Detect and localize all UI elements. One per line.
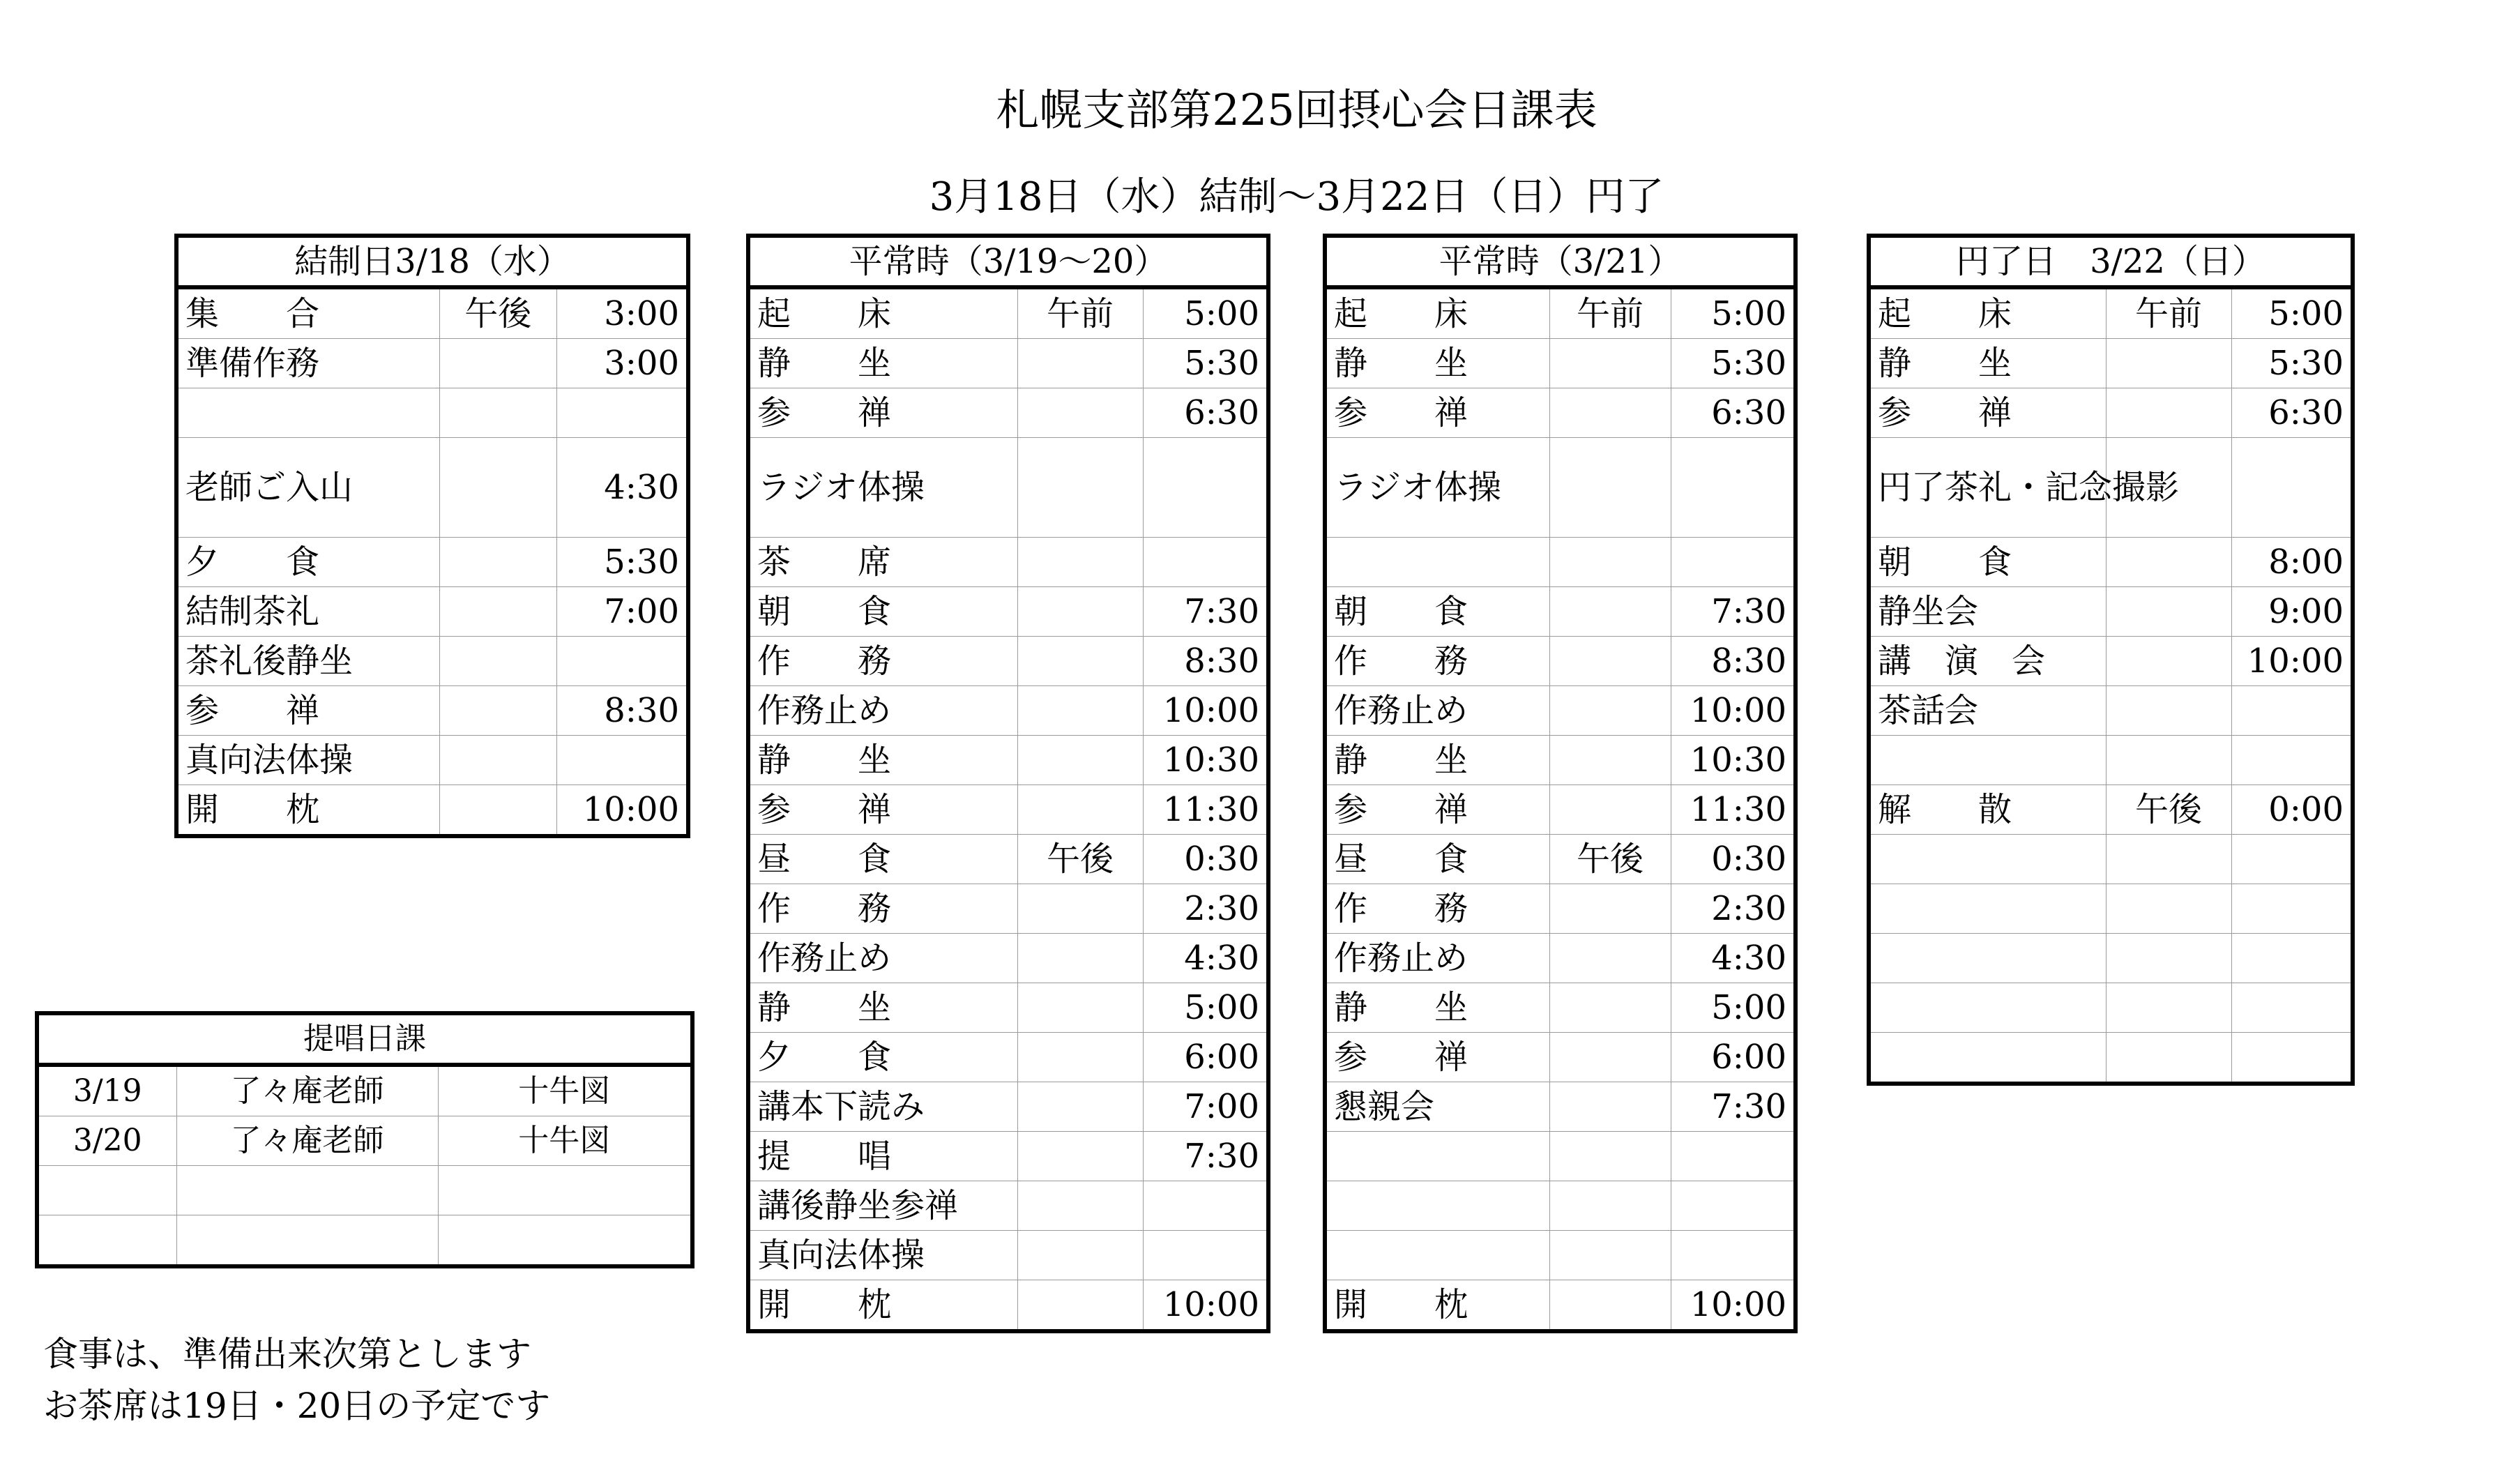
- normal-day-1-header: 平常時（3/19～20）: [748, 236, 1268, 287]
- table-row: [176, 637, 688, 686]
- table-row: [1869, 934, 2353, 983]
- time-cell: 6:30: [1671, 388, 1796, 438]
- normal-day-2-header: 平常時（3/21）: [1325, 236, 1796, 287]
- time-cell: 7:30: [1143, 1132, 1268, 1181]
- table-row: [176, 686, 688, 736]
- ampm-cell: 午前: [1549, 287, 1671, 339]
- event-cell: 昼 食: [748, 835, 1017, 884]
- ampm-cell: [1017, 983, 1143, 1033]
- table-row: [176, 785, 688, 837]
- event-cell: 静 坐: [748, 983, 1017, 1033]
- event-cell: 円了茶礼・記念撮影: [1869, 438, 2106, 538]
- normal-day-1-body: [748, 287, 1268, 1331]
- event-cell: ラジオ体操: [1325, 438, 1549, 538]
- time-cell: 7:30: [1671, 587, 1796, 637]
- ampm-cell: [439, 339, 556, 388]
- ampm-cell: [1017, 736, 1143, 785]
- table-row: [176, 587, 688, 637]
- teacher-cell: [176, 1215, 438, 1267]
- table-row: [176, 339, 688, 388]
- time-cell: 0:30: [1671, 835, 1796, 884]
- time-cell: 5:00: [1143, 983, 1268, 1033]
- teacher-cell: [176, 1166, 438, 1215]
- ampm-cell: [439, 587, 556, 637]
- ampm-cell: [1549, 785, 1671, 835]
- table-row: [1869, 1033, 2353, 1084]
- time-cell: 0:00: [2231, 785, 2353, 835]
- time-cell: [2231, 983, 2353, 1033]
- event-cell: 静 坐: [748, 339, 1017, 388]
- normal-day-1-table: [746, 234, 1270, 1333]
- event-cell: 静 坐: [1325, 736, 1549, 785]
- ampm-cell: [1549, 438, 1671, 538]
- time-cell: 3:00: [556, 339, 688, 388]
- event-cell: 参 禅: [1869, 388, 2106, 438]
- time-cell: 5:00: [1143, 287, 1268, 339]
- table-row: [1325, 1033, 1796, 1082]
- ampm-cell: [1549, 934, 1671, 983]
- time-cell: [1671, 438, 1796, 538]
- time-cell: [1671, 538, 1796, 587]
- event-cell: 参 禅: [748, 388, 1017, 438]
- time-cell: 6:30: [2231, 388, 2353, 438]
- time-cell: 5:30: [2231, 339, 2353, 388]
- time-cell: [556, 736, 688, 785]
- time-cell: 6:00: [1143, 1033, 1268, 1082]
- time-cell: 10:00: [1143, 1280, 1268, 1332]
- event-cell: [1325, 1181, 1549, 1231]
- table-row: [748, 1082, 1268, 1132]
- table-row: [1869, 538, 2353, 587]
- event-cell: 朝 食: [748, 587, 1017, 637]
- event-cell: 昼 食: [1325, 835, 1549, 884]
- event-cell: 開 枕: [1325, 1280, 1549, 1332]
- time-cell: 5:30: [1143, 339, 1268, 388]
- event-cell: 作務止め: [748, 686, 1017, 736]
- ampm-cell: [1549, 1132, 1671, 1181]
- event-cell: [1869, 983, 2106, 1033]
- normal-day-2-body: [1325, 287, 1796, 1331]
- time-cell: 5:00: [1671, 287, 1796, 339]
- event-cell: 作 務: [748, 884, 1017, 934]
- table-row: [748, 686, 1268, 736]
- table-row: [1325, 587, 1796, 637]
- event-cell: 朝 食: [1869, 538, 2106, 587]
- date-cell: [37, 1215, 176, 1267]
- event-cell: 解 散: [1869, 785, 2106, 835]
- event-cell: 茶礼後静坐: [176, 637, 439, 686]
- teisho-table: [35, 1011, 694, 1268]
- table-row: [1325, 1231, 1796, 1280]
- table-row: [1869, 835, 2353, 884]
- ampm-cell: [439, 637, 556, 686]
- text-cell: [438, 1215, 692, 1267]
- ampm-cell: [2106, 884, 2231, 934]
- event-cell: [1869, 884, 2106, 934]
- time-cell: 10:00: [1143, 686, 1268, 736]
- closing-day-header: 円了日 3/22（日）: [1869, 236, 2353, 287]
- table-row: [748, 538, 1268, 587]
- ampm-cell: [439, 388, 556, 438]
- ampm-cell: [1017, 637, 1143, 686]
- table-row: [748, 983, 1268, 1033]
- time-cell: 5:30: [556, 538, 688, 587]
- event-cell: 集 合: [176, 287, 439, 339]
- event-cell: 老師ご入山: [176, 438, 439, 538]
- event-cell: [1869, 835, 2106, 884]
- table-row: [748, 785, 1268, 835]
- time-cell: 8:30: [1143, 637, 1268, 686]
- date-cell: 3/19: [37, 1065, 176, 1116]
- event-cell: 起 床: [1869, 287, 2106, 339]
- table-row: [748, 438, 1268, 538]
- event-cell: 作務止め: [1325, 686, 1549, 736]
- event-cell: 作 務: [748, 637, 1017, 686]
- table-row: [1869, 388, 2353, 438]
- table-row: [1325, 686, 1796, 736]
- ampm-cell: [2106, 983, 2231, 1033]
- event-cell: [1325, 538, 1549, 587]
- ampm-cell: [2106, 835, 2231, 884]
- ampm-cell: [2106, 637, 2231, 686]
- time-cell: [2231, 736, 2353, 785]
- table-row: [1869, 686, 2353, 736]
- table-row: [748, 736, 1268, 785]
- table-row: [1869, 785, 2353, 835]
- event-cell: 作務止め: [748, 934, 1017, 983]
- text-cell: [438, 1166, 692, 1215]
- ampm-cell: 午前: [2106, 287, 2231, 339]
- teisho-body: [37, 1065, 692, 1266]
- event-cell: 静 坐: [1869, 339, 2106, 388]
- event-cell: 静 坐: [1325, 339, 1549, 388]
- ampm-cell: [1549, 587, 1671, 637]
- table-row: [1325, 538, 1796, 587]
- time-cell: 2:30: [1671, 884, 1796, 934]
- table-row: [748, 1033, 1268, 1082]
- event-cell: 講本下読み: [748, 1082, 1017, 1132]
- table-row: [1325, 1280, 1796, 1332]
- table-row: [37, 1116, 692, 1166]
- teacher-cell: 了々庵老師: [176, 1116, 438, 1166]
- time-cell: [556, 388, 688, 438]
- opening-day-header: 結制日3/18（水）: [176, 236, 688, 287]
- event-cell: 作務止め: [1325, 934, 1549, 983]
- date-cell: [37, 1166, 176, 1215]
- table-row: [1325, 339, 1796, 388]
- page-subtitle: 3月18日（水）結制～3月22日（日）円了: [929, 174, 1664, 220]
- ampm-cell: [439, 785, 556, 837]
- event-cell: 結制茶礼: [176, 587, 439, 637]
- teacher-cell: 了々庵老師: [176, 1065, 438, 1116]
- time-cell: [1671, 1231, 1796, 1280]
- table-row: [748, 1181, 1268, 1231]
- opening-day-table: [174, 234, 690, 838]
- ampm-cell: [1549, 1082, 1671, 1132]
- ampm-cell: 午後: [1017, 835, 1143, 884]
- ampm-cell: [1017, 785, 1143, 835]
- event-cell: 茶 席: [748, 538, 1017, 587]
- note-meal: 食事は、準備出来次第とします: [43, 1334, 531, 1374]
- time-cell: [1143, 1231, 1268, 1280]
- event-cell: 参 禅: [1325, 1033, 1549, 1082]
- ampm-cell: [1017, 1033, 1143, 1082]
- event-cell: 夕 食: [748, 1033, 1017, 1082]
- event-cell: [1325, 1231, 1549, 1280]
- ampm-cell: 午後: [2106, 785, 2231, 835]
- time-cell: [2231, 438, 2353, 538]
- time-cell: 4:30: [556, 438, 688, 538]
- event-cell: 準備作務: [176, 339, 439, 388]
- time-cell: [1143, 538, 1268, 587]
- table-row: [1325, 388, 1796, 438]
- ampm-cell: [1549, 1280, 1671, 1332]
- time-cell: 7:00: [556, 587, 688, 637]
- event-cell: 懇親会: [1325, 1082, 1549, 1132]
- time-cell: 7:30: [1671, 1082, 1796, 1132]
- event-cell: 茶話会: [1869, 686, 2106, 736]
- time-cell: 4:30: [1671, 934, 1796, 983]
- table-row: [1869, 587, 2353, 637]
- event-cell: 朝 食: [1325, 587, 1549, 637]
- table-row: [176, 287, 688, 339]
- page-title: 札幌支部第225回摂心会日課表: [996, 84, 1597, 135]
- event-cell: 真向法体操: [176, 736, 439, 785]
- time-cell: [2231, 686, 2353, 736]
- time-cell: 5:00: [1671, 983, 1796, 1033]
- time-cell: [2231, 934, 2353, 983]
- ampm-cell: [1017, 339, 1143, 388]
- event-cell: 静 坐: [748, 736, 1017, 785]
- table-row: [1325, 835, 1796, 884]
- table-row: [1869, 637, 2353, 686]
- time-cell: [1143, 1181, 1268, 1231]
- ampm-cell: 午後: [1549, 835, 1671, 884]
- teisho-header: 提唱日課: [37, 1013, 692, 1065]
- table-row: [1325, 983, 1796, 1033]
- ampm-cell: [1017, 1231, 1143, 1280]
- table-row: [748, 835, 1268, 884]
- opening-day-body: [176, 287, 688, 836]
- table-row: [1869, 983, 2353, 1033]
- event-cell: 講後静坐参禅: [748, 1181, 1017, 1231]
- event-cell: 夕 食: [176, 538, 439, 587]
- time-cell: 6:30: [1143, 388, 1268, 438]
- event-cell: ラジオ体操: [748, 438, 1017, 538]
- ampm-cell: [2106, 934, 2231, 983]
- event-cell: 参 禅: [748, 785, 1017, 835]
- event-cell: 開 枕: [748, 1280, 1017, 1332]
- time-cell: 10:00: [1671, 1280, 1796, 1332]
- table-row: [1325, 934, 1796, 983]
- ampm-cell: [2106, 538, 2231, 587]
- table-row: [1325, 1181, 1796, 1231]
- time-cell: 10:30: [1143, 736, 1268, 785]
- table-row: [748, 1231, 1268, 1280]
- event-cell: 起 床: [1325, 287, 1549, 339]
- ampm-cell: [1017, 438, 1143, 538]
- ampm-cell: [1549, 1231, 1671, 1280]
- table-row: [748, 934, 1268, 983]
- ampm-cell: 午後: [439, 287, 556, 339]
- table-row: [1325, 884, 1796, 934]
- table-row: [1869, 884, 2353, 934]
- ampm-cell: [1549, 637, 1671, 686]
- ampm-cell: [2106, 686, 2231, 736]
- table-row: [176, 388, 688, 438]
- ampm-cell: [2106, 1033, 2231, 1084]
- ampm-cell: [1017, 388, 1143, 438]
- table-row: [1325, 785, 1796, 835]
- table-row: [37, 1166, 692, 1215]
- ampm-cell: [1549, 1033, 1671, 1082]
- time-cell: 10:00: [556, 785, 688, 837]
- event-cell: 講 演 会: [1869, 637, 2106, 686]
- table-row: [1325, 287, 1796, 339]
- event-cell: [1869, 736, 2106, 785]
- ampm-cell: [1549, 339, 1671, 388]
- ampm-cell: [1017, 1181, 1143, 1231]
- table-row: [748, 587, 1268, 637]
- time-cell: 11:30: [1671, 785, 1796, 835]
- table-row: [1325, 1082, 1796, 1132]
- ampm-cell: [1017, 686, 1143, 736]
- table-row: [748, 637, 1268, 686]
- table-row: [1325, 1132, 1796, 1181]
- event-cell: 作 務: [1325, 884, 1549, 934]
- table-row: [37, 1215, 692, 1267]
- time-cell: 9:00: [2231, 587, 2353, 637]
- date-cell: 3/20: [37, 1116, 176, 1166]
- time-cell: [2231, 884, 2353, 934]
- table-row: [1325, 438, 1796, 538]
- event-cell: 開 枕: [176, 785, 439, 837]
- time-cell: 10:00: [1671, 686, 1796, 736]
- table-row: [748, 884, 1268, 934]
- table-row: [1325, 637, 1796, 686]
- time-cell: 11:30: [1143, 785, 1268, 835]
- time-cell: 5:30: [1671, 339, 1796, 388]
- time-cell: 8:30: [1671, 637, 1796, 686]
- closing-day-body: [1869, 287, 2353, 1084]
- ampm-cell: [1549, 983, 1671, 1033]
- time-cell: 3:00: [556, 287, 688, 339]
- ampm-cell: [2106, 587, 2231, 637]
- event-cell: [1869, 1033, 2106, 1084]
- time-cell: [1671, 1132, 1796, 1181]
- event-cell: 作 務: [1325, 637, 1549, 686]
- note-tea: お茶席は19日・20日の予定です: [43, 1386, 551, 1426]
- time-cell: 6:00: [1671, 1033, 1796, 1082]
- ampm-cell: [439, 438, 556, 538]
- ampm-cell: [1549, 884, 1671, 934]
- ampm-cell: [1549, 686, 1671, 736]
- time-cell: 2:30: [1143, 884, 1268, 934]
- text-cell: 十牛図: [438, 1116, 692, 1166]
- table-row: [37, 1065, 692, 1116]
- table-row: [748, 388, 1268, 438]
- time-cell: 8:30: [556, 686, 688, 736]
- table-row: [1325, 736, 1796, 785]
- table-row: [176, 538, 688, 587]
- time-cell: [2231, 835, 2353, 884]
- time-cell: [556, 637, 688, 686]
- table-row: [748, 1132, 1268, 1181]
- table-row: [176, 736, 688, 785]
- event-cell: 静 坐: [1325, 983, 1549, 1033]
- event-cell: 起 床: [748, 287, 1017, 339]
- event-cell: 参 禅: [1325, 388, 1549, 438]
- event-cell: [176, 388, 439, 438]
- ampm-cell: [2106, 388, 2231, 438]
- time-cell: 8:00: [2231, 538, 2353, 587]
- table-row: [748, 1280, 1268, 1332]
- event-cell: 提 唱: [748, 1132, 1017, 1181]
- ampm-cell: [1017, 884, 1143, 934]
- ampm-cell: [1017, 587, 1143, 637]
- table-row: [1869, 736, 2353, 785]
- closing-day-table: [1867, 234, 2355, 1086]
- ampm-cell: [439, 686, 556, 736]
- ampm-cell: [1549, 1181, 1671, 1231]
- text-cell: 十牛図: [438, 1065, 692, 1116]
- ampm-cell: [1017, 538, 1143, 587]
- table-row: [1869, 438, 2353, 538]
- table-row: [1869, 339, 2353, 388]
- event-cell: 真向法体操: [748, 1231, 1017, 1280]
- time-cell: [1143, 438, 1268, 538]
- ampm-cell: [439, 736, 556, 785]
- time-cell: 10:00: [2231, 637, 2353, 686]
- time-cell: 5:00: [2231, 287, 2353, 339]
- ampm-cell: [1017, 1280, 1143, 1332]
- time-cell: [1671, 1181, 1796, 1231]
- ampm-cell: [439, 538, 556, 587]
- time-cell: 7:00: [1143, 1082, 1268, 1132]
- table-row: [176, 438, 688, 538]
- event-cell: 参 禅: [176, 686, 439, 736]
- ampm-cell: [1017, 1132, 1143, 1181]
- time-cell: 4:30: [1143, 934, 1268, 983]
- time-cell: [2231, 1033, 2353, 1084]
- ampm-cell: [1017, 934, 1143, 983]
- ampm-cell: [1549, 388, 1671, 438]
- table-row: [748, 287, 1268, 339]
- time-cell: 0:30: [1143, 835, 1268, 884]
- ampm-cell: [1017, 1082, 1143, 1132]
- ampm-cell: [2106, 339, 2231, 388]
- ampm-cell: 午前: [1017, 287, 1143, 339]
- event-cell: [1869, 934, 2106, 983]
- event-cell: 参 禅: [1325, 785, 1549, 835]
- table-row: [748, 339, 1268, 388]
- ampm-cell: [2106, 736, 2231, 785]
- time-cell: 10:30: [1671, 736, 1796, 785]
- table-row: [1869, 287, 2353, 339]
- normal-day-2-table: [1323, 234, 1798, 1333]
- ampm-cell: [1549, 538, 1671, 587]
- event-cell: 静坐会: [1869, 587, 2106, 637]
- event-cell: [1325, 1132, 1549, 1181]
- time-cell: 7:30: [1143, 587, 1268, 637]
- ampm-cell: [1549, 736, 1671, 785]
